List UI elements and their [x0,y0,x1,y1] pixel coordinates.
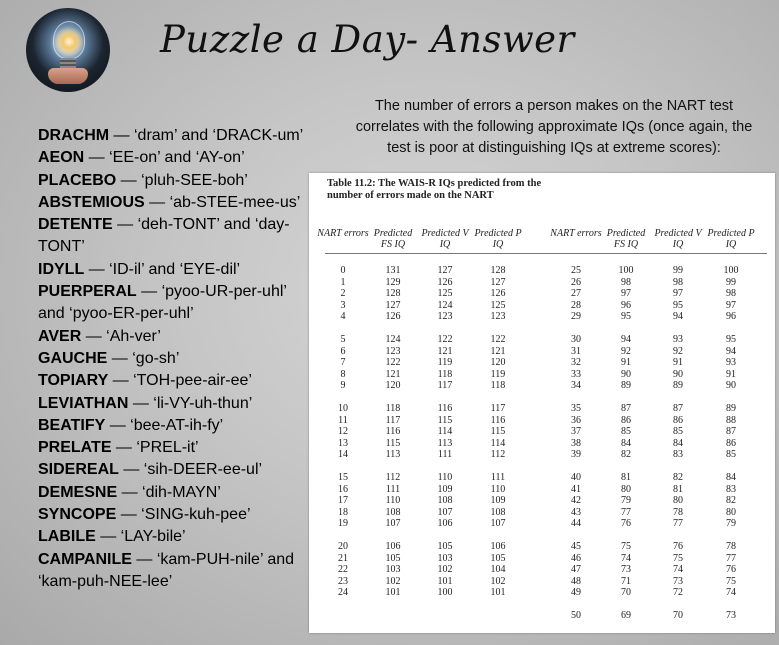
table-cell: 117 [437,380,453,392]
table-cell: 24 [338,587,348,599]
word-term: CAMPANILE [38,550,132,568]
word-pronunciation: ‘go-sh’ [132,349,180,367]
word-term: SYNCOPE [38,506,117,524]
table-cell: 36 [571,414,581,426]
table-cell: 22 [338,564,348,576]
table-cell: 77 [621,506,631,518]
word-separator: — [136,283,162,301]
table-cell: 35 [571,403,581,414]
table-caption: Table 11.2: The WAIS-R IQs predicted from the number of errors made on the NART [327,178,542,201]
word-pronunciation: ‘dram’ and ‘DRACK-um’ [134,127,304,144]
word-pronunciation: ‘EE-on’ and ‘AY-on’ [109,149,245,167]
word-term: TOPIARY [38,372,109,390]
table-cell: 74 [673,564,683,576]
table-cell: 125 [490,299,506,311]
table-cell: 97 [726,299,736,311]
word-entry [38,326,306,348]
table-cell: 85 [726,449,736,461]
table-header: Predicted V IQ [654,228,702,250]
table-cell: 81 [621,472,631,483]
table-cell: 116 [385,426,401,438]
table-cell: 103 [437,552,453,564]
table-cell: 15 [338,472,348,483]
table-cell: 79 [621,495,631,507]
table-cell: 107 [385,518,401,530]
table-cell: 86 [673,414,683,426]
table-header: Predicted FS IQ [606,228,646,250]
table-cell: 102 [490,575,506,587]
table-cell: 127 [385,299,401,311]
table-cell: 13 [338,437,348,449]
table-cell: 84 [726,472,736,483]
table-cell: 98 [726,288,736,300]
table-cell: 75 [621,541,631,552]
table-cell: 45 [571,541,581,552]
table-cell: 116 [437,403,453,414]
word-pronunciation: ‘kam-PUH-nile’ and ‘kam-puh-NEE-lee’ [38,550,295,590]
table-cell: 122 [385,357,401,369]
word-separator: — [112,216,138,234]
word-entry [38,459,306,481]
table-cell: 37 [571,426,581,438]
table-cell: 115 [385,437,401,449]
table-header: Predicted FS IQ [373,228,413,250]
table-header: Predicted V IQ [421,228,469,250]
table-cell: 102 [437,564,453,576]
table-cell: 31 [571,345,581,357]
header-rule [325,253,767,254]
table-cell: 91 [673,357,683,369]
table-cell: 94 [726,345,736,357]
table-cell: 95 [726,334,736,345]
word-pronunciation: ‘ID-il’ and ‘EYE-dil’ [109,260,241,278]
table-cell: 30 [571,334,581,345]
table-cell: 106 [385,541,401,552]
table-cell: 108 [490,506,506,518]
word-entry [38,170,306,192]
word-pronunciation: ‘pyoo-UR-per-uhl’ and ‘pyoo-ER-per-uhl’ [38,283,287,323]
table-cell: 74 [726,587,736,599]
word-term: LABILE [38,528,96,546]
table-cell: 91 [621,357,631,369]
intro-text: The number of errors a person makes on the NART test correlates with the following approximate IQs (once again, the test is poor at distinguishing IQs at extreme scores): [355,98,753,156]
table-cell: 106 [437,518,453,530]
table-cell: 76 [621,518,631,530]
table-cell: 11 [338,414,348,426]
word-separator: — [81,327,107,345]
table-cell: 82 [673,472,683,483]
word-entry [38,415,306,437]
word-separator: — [108,372,134,390]
table-cell: 18 [338,506,348,518]
table-cell: 122 [437,334,453,345]
table-cell: 118 [437,368,453,380]
table-header: Predicted P IQ [707,228,755,250]
table-cell: 120 [385,380,401,392]
table-cell: 87 [726,426,736,438]
table-cell: 99 [673,265,683,276]
table-cell: 97 [673,288,683,300]
table-cell: 10 [338,403,348,414]
table-cell: 21 [338,552,348,564]
table-cell: 75 [673,552,683,564]
table-cell: 120 [490,357,506,369]
word-entry [38,437,306,459]
table-cell: 72 [673,587,683,599]
table-cell: 113 [437,437,453,449]
table-cell: 73 [726,610,736,621]
table-cell: 84 [621,437,631,449]
word-term: BEATIFY [38,416,106,434]
table-cell: 113 [385,449,401,461]
table-cell: 91 [726,368,736,380]
table-cell: 98 [673,276,683,288]
word-pronunciation: ‘li-VY-uh-thun’ [153,394,253,412]
table-cell: 117 [385,414,401,426]
table-cell: 112 [385,472,401,483]
word-pronunciation: ‘deh-TONT’ and ‘day-TONT’ [38,216,290,256]
table-cell: 98 [621,276,631,288]
table-cell: 29 [571,311,581,323]
table-cell: 19 [338,518,348,530]
table-cell: 106 [490,541,506,552]
table-cell: 90 [673,368,683,380]
table-cell: 99 [726,276,736,288]
table-cell: 38 [571,437,581,449]
word-entry [38,214,306,259]
table-cell: 121 [437,345,453,357]
table-cell: 128 [490,265,506,276]
table-cell: 101 [437,575,453,587]
table-cell: 100 [437,587,453,599]
page-title: Puzzle a Day- Answer [160,18,575,61]
word-entry [38,259,306,281]
table-cell: 39 [571,449,581,461]
table-cell: 9 [340,380,346,392]
table-cell: 70 [673,610,683,621]
table-cell: 25 [571,265,581,276]
table-cell: 118 [490,380,506,392]
table-cell: 73 [673,575,683,587]
bulb-glass [53,21,85,59]
word-term: LEVIATHAN [38,394,129,412]
table-cell: 87 [621,403,631,414]
table-cell: 74 [621,552,631,564]
word-pronunciation: ‘dih-MAYN’ [142,483,221,501]
table-cell: 126 [437,276,453,288]
table-cell: 118 [385,403,401,414]
word-entry [38,482,306,504]
table-cell: 100 [723,265,739,276]
table-cell: 40 [571,472,581,483]
word-separator: — [144,193,170,211]
word-pronunciation: ‘bee-AT-ih-fy’ [130,416,224,434]
table-cell: 94 [673,311,683,323]
pronunciation-list [38,125,306,593]
table-cell: 96 [621,299,631,311]
table-cell: 47 [571,564,581,576]
word-entry [38,526,306,548]
table-cell: 41 [571,483,581,495]
table-cell: 119 [490,368,506,380]
table-cell: 3 [340,299,346,311]
table-cell: 101 [490,587,506,599]
table-cell: 123 [437,311,453,323]
table-cell: 100 [618,265,634,276]
table-cell: 86 [621,414,631,426]
word-term: DRACHM [38,127,110,144]
table-cell: 86 [726,437,736,449]
word-entry [38,147,306,169]
table-cell: 6 [340,345,346,357]
table-cell: 115 [437,414,453,426]
word-entry [38,348,306,370]
table-cell: 85 [621,426,631,438]
table-cell: 111 [385,483,401,495]
word-separator: — [109,127,134,144]
table-cell: 109 [490,495,506,507]
table-cell: 110 [437,472,453,483]
word-pronunciation: ‘ab-STEE-mee-us’ [169,193,301,211]
table-cell: 88 [726,414,736,426]
table-cell: 75 [726,575,736,587]
table-cell: 33 [571,368,581,380]
table-cell: 105 [437,541,453,552]
table-cell: 17 [338,495,348,507]
table-cell: 12 [338,426,348,438]
word-pronunciation: ‘LAY-bile’ [120,528,186,546]
word-term: SIDEREAL [38,461,119,479]
word-separator: — [107,349,133,367]
word-term: PLACEBO [38,171,117,189]
word-separator: — [111,439,137,457]
table-cell: 26 [571,276,581,288]
nart-iq-table [309,173,775,633]
table-cell: 50 [571,610,581,621]
table-cell: 108 [437,495,453,507]
table-cell: 111 [437,449,453,461]
word-entry [38,281,306,326]
table-cell: 129 [385,276,401,288]
table-cell: 90 [726,380,736,392]
word-term: AVER [38,327,82,345]
table-cell: 77 [726,552,736,564]
table-cell: 46 [571,552,581,564]
table-cell: 121 [490,345,506,357]
table-cell: 82 [726,495,736,507]
table-cell: 85 [673,426,683,438]
table-cell: 80 [621,483,631,495]
table-cell: 124 [437,299,453,311]
table-cell: 126 [490,288,506,300]
word-separator: — [84,149,110,167]
table-cell: 102 [385,575,401,587]
table-cell: 92 [621,345,631,357]
table-cell: 48 [571,575,581,587]
word-entry [38,370,306,392]
table-cell: 89 [621,380,631,392]
table-cell: 81 [673,483,683,495]
table-cell: 112 [490,449,506,461]
word-separator: — [105,416,131,434]
word-term: PRELATE [38,439,112,457]
table-cell: 131 [385,265,401,276]
table-cell: 97 [621,288,631,300]
word-pronunciation: ‘pluh-SEE-boh’ [141,171,248,189]
table-cell: 114 [437,426,453,438]
table-cell: 95 [673,299,683,311]
table-cell: 82 [621,449,631,461]
table-cell: 44 [571,518,581,530]
table-header: Predicted P IQ [474,228,522,250]
table-cell: 28 [571,299,581,311]
table-cell: 83 [726,483,736,495]
word-pronunciation: ‘PREL-it’ [136,439,199,457]
word-entry [38,549,306,594]
table-cell: 71 [621,575,631,587]
bulb-hand [48,68,88,84]
table-cell: 104 [490,564,506,576]
table-cell: 125 [437,288,453,300]
table-cell: 16 [338,483,348,495]
table-cell: 23 [338,575,348,587]
word-separator: — [116,171,142,189]
table-cell: 78 [726,541,736,552]
table-cell: 89 [726,403,736,414]
table-cell: 96 [726,311,736,323]
table-cell: 14 [338,449,348,461]
word-term: DEMESNE [38,483,118,501]
table-cell: 110 [490,483,506,495]
table-cell: 90 [621,368,631,380]
word-term: ABSTEMIOUS [38,193,145,211]
word-entry [38,125,306,147]
table-cell: 108 [385,506,401,518]
table-cell: 105 [490,552,506,564]
table-cell: 69 [621,610,631,621]
table-cell: 5 [340,334,346,345]
table-cell: 110 [385,495,401,507]
word-separator: — [118,461,144,479]
table-cell: 0 [340,265,346,276]
table-cell: 70 [621,587,631,599]
table-cell: 76 [726,564,736,576]
table-cell: 78 [673,506,683,518]
word-separator: — [84,260,110,278]
word-separator: — [95,528,121,546]
table-cell: 93 [726,357,736,369]
word-separator: — [131,550,157,568]
table-cell: 121 [385,368,401,380]
table-cell: 76 [673,541,683,552]
table-cell: 103 [385,564,401,576]
table-cell: 7 [340,357,346,369]
word-term: AEON [38,149,85,167]
word-term: PUERPERAL [38,283,137,301]
table-cell: 1 [340,276,346,288]
word-separator: — [116,506,142,524]
table-cell: 32 [571,357,581,369]
word-entry [38,504,306,526]
table-cell: 116 [490,414,506,426]
word-separator: — [128,394,154,412]
table-header: NART errors [550,228,602,239]
table-cell: 77 [673,518,683,530]
table-cell: 80 [673,495,683,507]
table-cell: 20 [338,541,348,552]
table-cell: 95 [621,311,631,323]
lightbulb-logo [26,8,110,92]
table-cell: 87 [673,403,683,414]
table-cell: 115 [490,426,506,438]
table-cell: 117 [490,403,506,414]
table-cell: 4 [340,311,346,323]
table-cell: 123 [490,311,506,323]
table-cell: 8 [340,368,346,380]
word-separator: — [117,483,143,501]
table-cell: 111 [490,472,506,483]
table-cell: 128 [385,288,401,300]
table-cell: 114 [490,437,506,449]
table-cell: 27 [571,288,581,300]
table-cell: 123 [385,345,401,357]
table-cell: 101 [385,587,401,599]
table-cell: 79 [726,518,736,530]
table-cell: 127 [437,265,453,276]
table-cell: 124 [385,334,401,345]
word-term: IDYLL [38,260,85,278]
word-entry [38,192,306,214]
table-cell: 119 [437,357,453,369]
table-cell: 126 [385,311,401,323]
table-cell: 109 [437,483,453,495]
table-cell: 107 [437,506,453,518]
table-cell: 49 [571,587,581,599]
word-term: GAUCHE [38,349,108,367]
table-cell: 34 [571,380,581,392]
table-cell: 127 [490,276,506,288]
table-header: NART errors [317,228,369,239]
word-pronunciation: ‘TOH-pee-air-ee’ [133,372,252,390]
table-cell: 84 [673,437,683,449]
table-cell: 122 [490,334,506,345]
table-cell: 83 [673,449,683,461]
table-cell: 73 [621,564,631,576]
word-pronunciation: ‘sih-DEER-ee-ul’ [143,461,263,479]
table-cell: 89 [673,380,683,392]
table-cell: 94 [621,334,631,345]
word-pronunciation: ‘SING-kuh-pee’ [141,506,251,524]
table-cell: 93 [673,334,683,345]
word-term: DETENTE [38,216,113,234]
table-cell: 107 [490,518,506,530]
table-cell: 80 [726,506,736,518]
table-cell: 92 [673,345,683,357]
table-cell: 105 [385,552,401,564]
word-pronunciation: ‘Ah-ver’ [106,327,161,345]
word-entry [38,393,306,415]
table-cell: 42 [571,495,581,507]
table-cell: 2 [340,288,346,300]
table-cell: 43 [571,506,581,518]
